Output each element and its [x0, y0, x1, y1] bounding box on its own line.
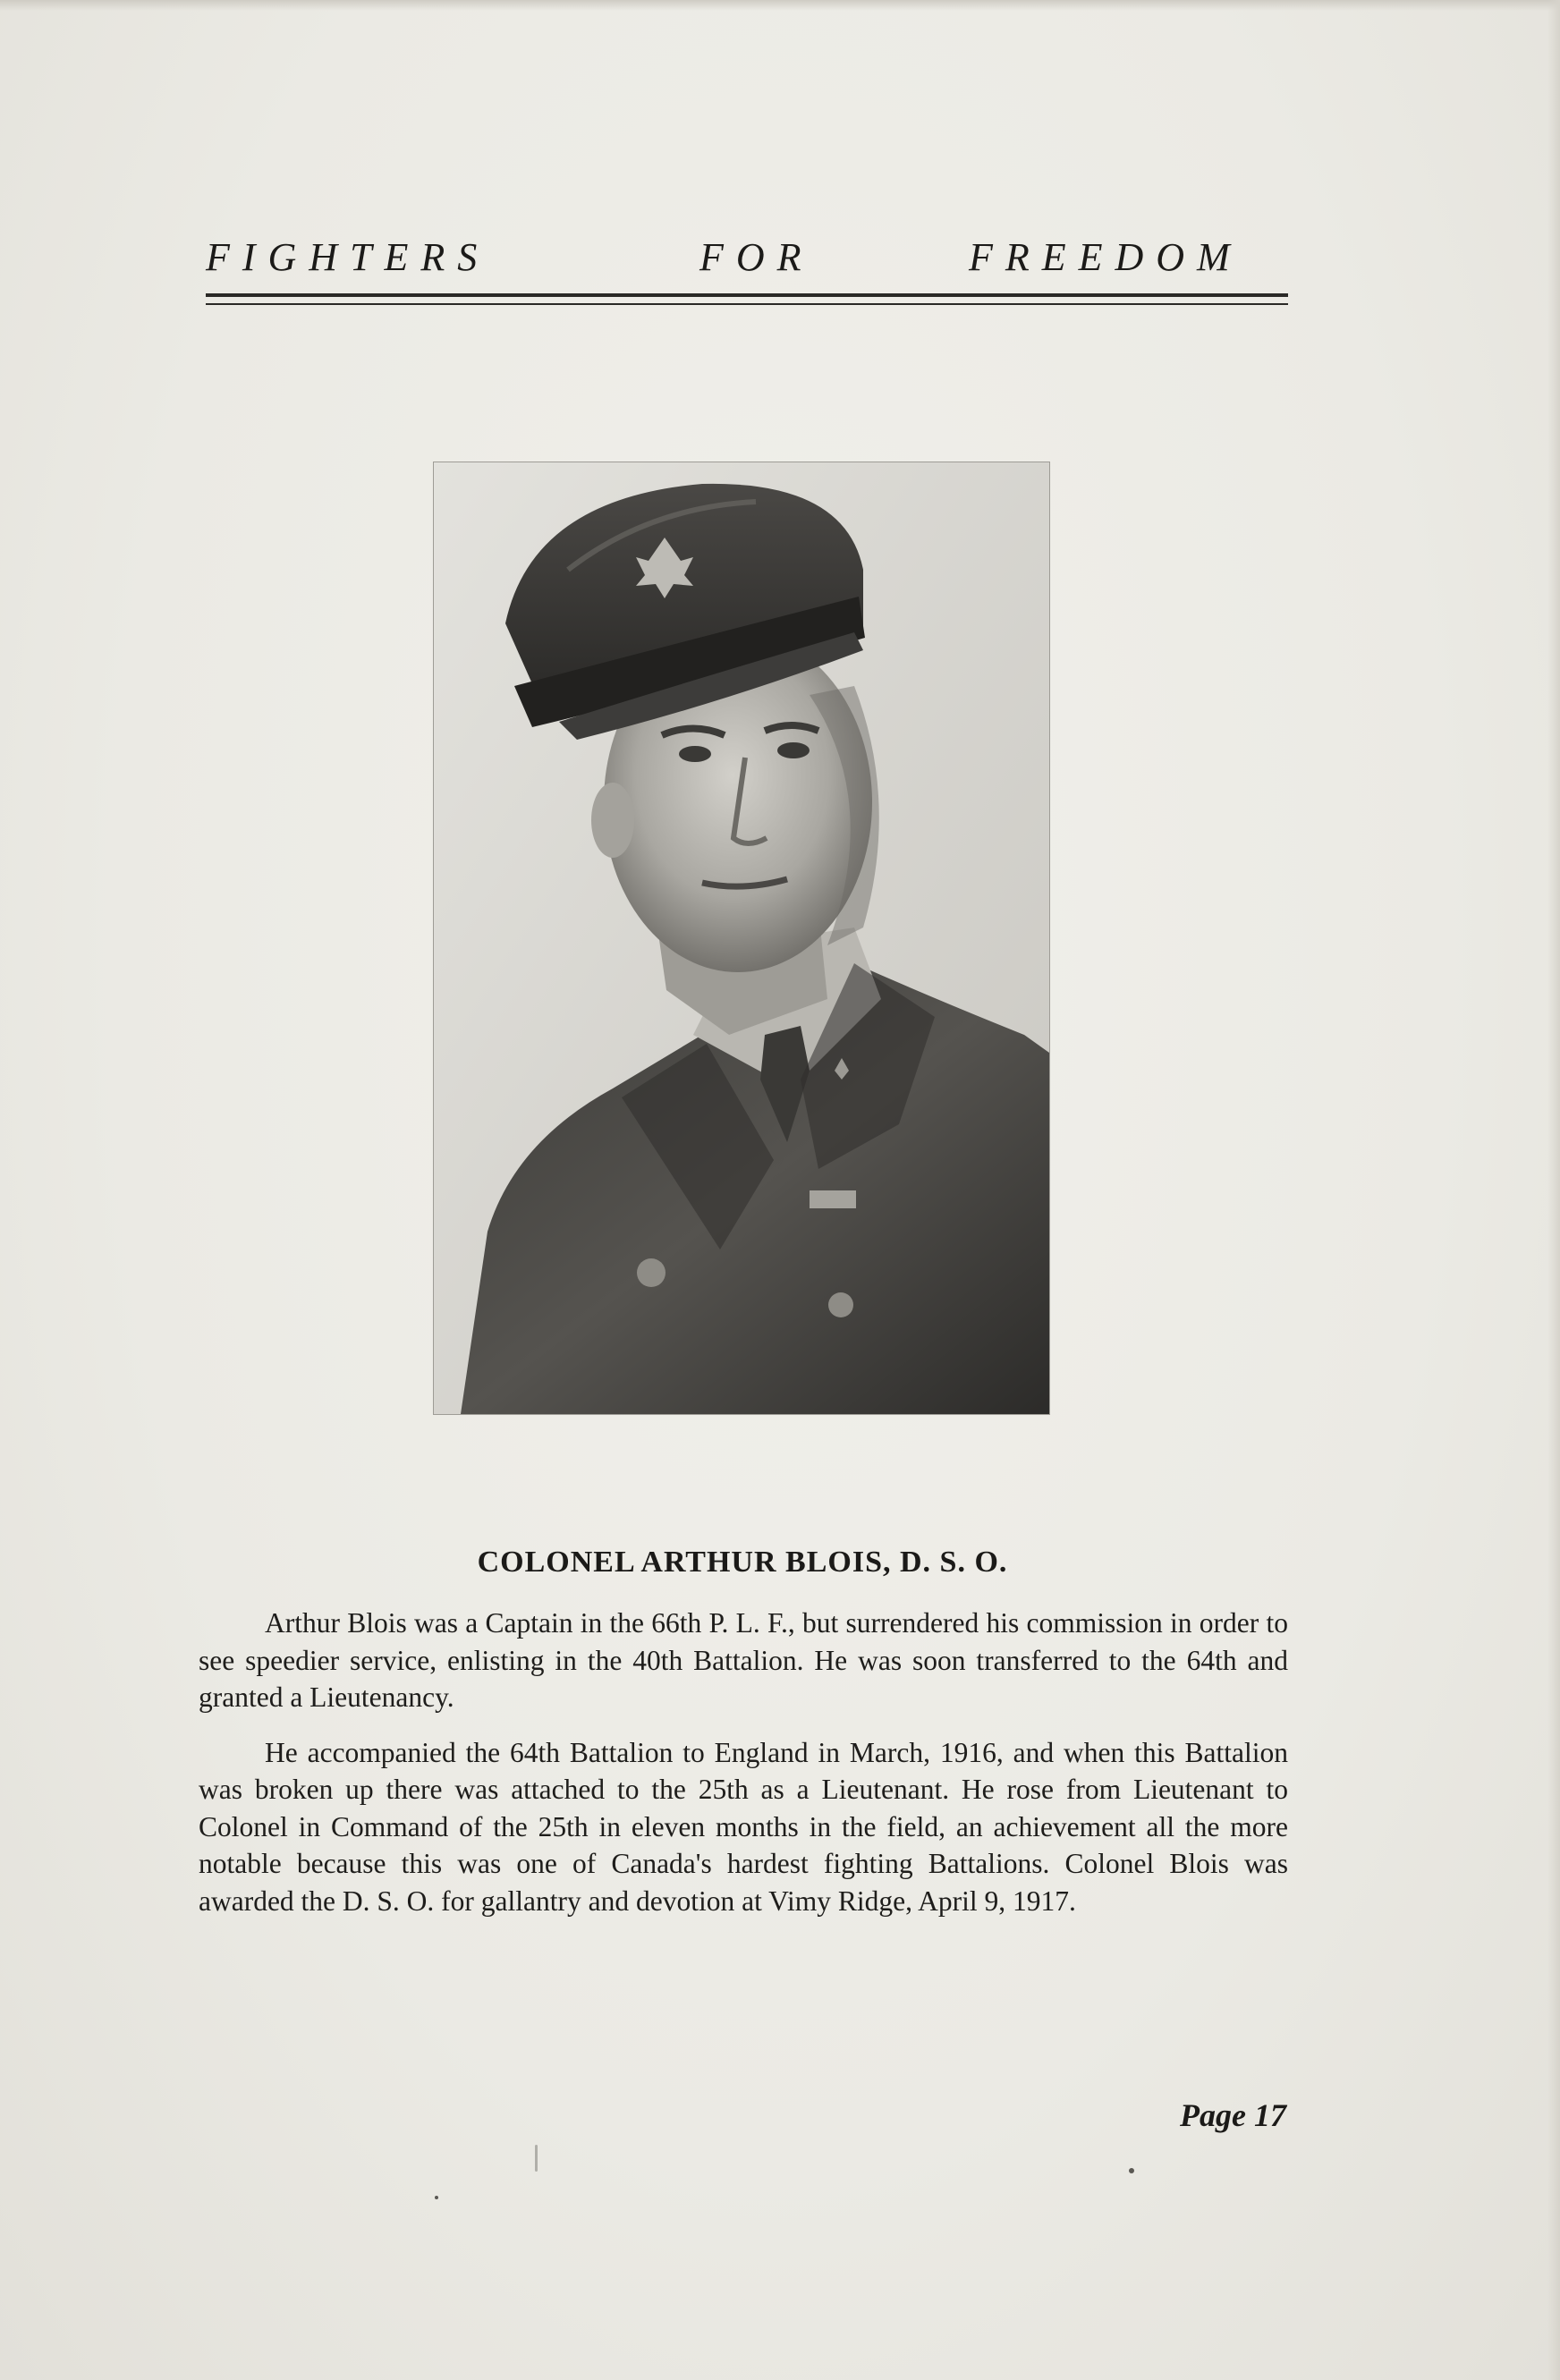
running-header-word-3: FREEDOM: [969, 235, 1242, 279]
running-header: [206, 234, 1288, 288]
portrait-illustration: [434, 462, 1049, 1414]
header-rule-thick: [206, 293, 1288, 297]
running-header-word-2: FOR: [699, 235, 814, 279]
page-number: Page 17: [1180, 2097, 1286, 2133]
paper-speck: [1129, 2168, 1134, 2173]
article-body: [199, 1605, 1288, 1937]
page-top-edge: [0, 0, 1560, 11]
paper-speck: [435, 2196, 438, 2199]
portrait-photo: [433, 462, 1050, 1415]
paper-speck: [535, 2145, 538, 2172]
page-right-edge: [1547, 0, 1560, 2380]
article-paragraph-2: He accompanied the 64th Battalion to England in March, 1916, and when this Battalion was broken up there was attached to the 25th as a Lieutenant. He rose from Lieutenant to Colonel in Command of the 25th in eleven months in the field, an achievement all the more notable because this was one of Canada's hardest fighting Battalions. Colonel Blois was awarded the D. S. O. for gallantry and devotion at Vimy Ridge, April 9, 1917.: [199, 1736, 1288, 1917]
article-paragraph-1: Arthur Blois was a Captain in the 66th P. L. F., but surrendered his commission in order to see speedier service, enlisting in the 40th Battalion. He was soon transferred to the 64th and granted a Lieutenancy.: [199, 1607, 1288, 1713]
header-rule-thin: [206, 303, 1288, 305]
article-heading: COLONEL ARTHUR BLOIS, D. S. O.: [477, 1546, 1008, 1579]
running-header-word-1: FIGHTERS: [206, 235, 490, 279]
